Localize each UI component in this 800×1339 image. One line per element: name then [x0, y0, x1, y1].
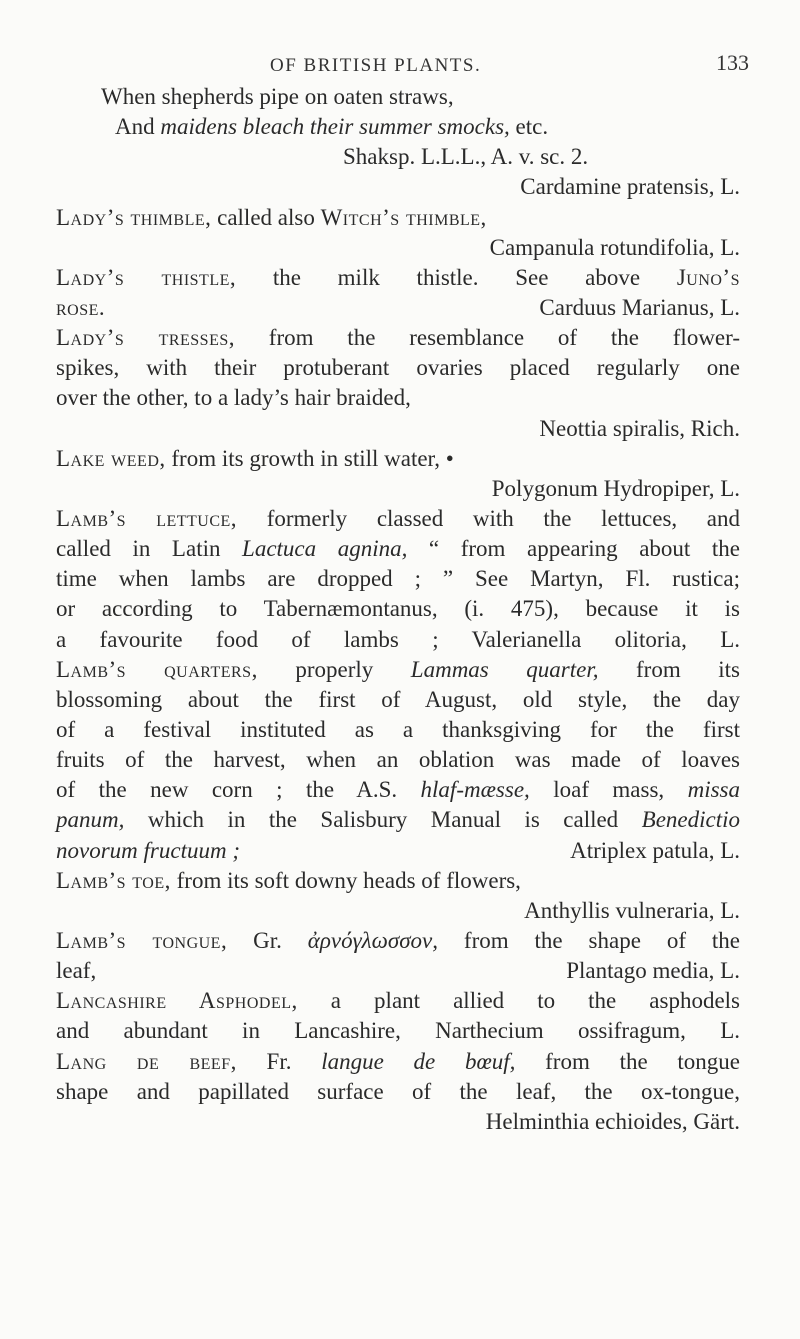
entry-line [56, 956, 740, 986]
entry-line [56, 534, 740, 564]
quote-citation [56, 142, 740, 172]
quote-text: And [115, 114, 161, 140]
binomial-text: Campanula rotundifolia, L. [489, 234, 740, 260]
quote-line-2 [56, 112, 740, 142]
entry-text: time when lambs are dropped ; ” See Martyn, Fl. rustica; [56, 566, 740, 592]
entry-text: or according to Tabernæmontanus, (i. 475), because it is [56, 596, 740, 622]
entry-text: a plant allied to the asphodels [297, 988, 741, 1014]
entry-line [56, 293, 740, 323]
quote-line-1 [56, 82, 740, 112]
entry-lake-weed [56, 444, 740, 474]
entry-text: from the shape of the [438, 927, 740, 953]
page-number: 133 [716, 50, 749, 75]
entry-headword: Lang de beef, [56, 1048, 237, 1074]
binomial-text: Anthyllis vulneraria, L. [524, 897, 740, 923]
entry-italic: Lactuca agnina, [242, 536, 408, 562]
entry-binomial [56, 474, 740, 504]
running-title: OF BRITISH PLANTS. [270, 55, 482, 76]
entry-headword: Lamb’s toe, [56, 867, 171, 893]
entry-binomial [56, 172, 740, 202]
entry-italic: ἀρνόγλωσσον, [307, 927, 439, 953]
entry-line [56, 836, 740, 866]
entry-binomial [56, 233, 740, 263]
entry-headword: Lancashire Asphodel, [56, 988, 298, 1014]
entry-lambs-lettuce [56, 504, 740, 534]
entry-text: shape and papillated surface of the leaf, the ox-tongue, [56, 1078, 740, 1104]
binomial-text: Carduus Marianus, L. [539, 294, 740, 320]
entry-text: “ from appearing about the [407, 536, 740, 562]
entry-text: the milk thistle. See above [236, 264, 677, 290]
entry-headword: Lamb’s lettuce, [56, 505, 238, 531]
entry-text: a favourite food of lambs ; Valerianella olitoria, L. [56, 626, 740, 652]
entry-text: of a festival instituted as a thanksgiving for the first [56, 716, 740, 742]
entry-ladys-tresses [56, 323, 740, 353]
binomial-text: Helminthia echioides, Gärt. [485, 1108, 740, 1134]
entry-text: spikes, with their protuberant ovaries placed regularly one [56, 355, 740, 381]
entry-text: of the new corn ; the A.S. [56, 777, 421, 803]
entry-headword: Lamb’s tongue, [56, 927, 228, 953]
entry-lang-de-beef [56, 1047, 740, 1077]
binomial-text: Atriplex patula, L. [570, 837, 740, 863]
entry-text: leaf, [56, 958, 97, 984]
entry-headword: Lake weed, [56, 445, 166, 471]
entry-text: and abundant in Lancashire, Narthecium ossifragum, L. [56, 1018, 740, 1044]
entry-headword: Lady’s tresses, [56, 325, 236, 351]
entry-italic: langue de bœuf, [321, 1048, 516, 1074]
entry-text: called in Latin [56, 536, 243, 562]
entry-line [56, 715, 740, 745]
entry-italic: hlaf-mæsse, [420, 777, 530, 803]
entry-lambs-toe [56, 866, 740, 896]
entry-line [56, 625, 740, 655]
quote-italic: maidens bleach their summer smocks, [160, 114, 510, 140]
entry-headword: Witch’s thimble, [320, 204, 487, 230]
entry-text: blossoming about the first of August, old style, the day [56, 686, 740, 712]
entry-italic: missa [687, 777, 740, 803]
entry-text: loaf mass, [529, 777, 688, 803]
page-body [56, 82, 740, 1137]
entry-text: called also [211, 204, 321, 230]
entry-headword: Lamb’s quarters, [56, 656, 258, 682]
entry-headword: rose. [56, 294, 106, 320]
entry-text: from its [598, 656, 740, 682]
binomial-text: Polygonum Hydropiper, L. [491, 475, 740, 501]
binomial-text: Cardamine pratensis, L. [520, 174, 740, 200]
entry-text: from its soft downy heads of flowers, [170, 867, 521, 893]
entry-binomial [56, 1107, 740, 1137]
entry-headword: Juno’s [676, 264, 740, 290]
entry-line [56, 775, 740, 805]
entry-line [56, 1077, 740, 1107]
entry-italic: Benedictio [641, 807, 740, 833]
entry-text: over the other, to a lady’s hair braided, [56, 385, 411, 411]
entry-line [56, 594, 740, 624]
entry-line [56, 685, 740, 715]
entry-line [56, 745, 740, 775]
entry-text: Gr. [227, 927, 308, 953]
entry-italic: panum, [56, 807, 125, 833]
entry-text: fruits of the harvest, when an oblation was made of loaves [56, 747, 740, 773]
binomial-text: Plantago media, L. [566, 958, 740, 984]
entry-text: Fr. [236, 1048, 322, 1074]
entry-headword: Lady’s thimble, [56, 204, 212, 230]
entry-headword: Lady’s thistle, [56, 264, 237, 290]
citation-text: Shaksp. L.L.L., A. v. sc. 2. [343, 144, 589, 170]
entry-italic: Lammas quarter, [410, 656, 599, 682]
entry-binomial [56, 414, 740, 444]
entry-line [56, 805, 740, 835]
quote-text: etc. [509, 114, 549, 140]
entry-text: properly [257, 656, 411, 682]
entry-lambs-tongue [56, 926, 740, 956]
entry-binomial [56, 896, 740, 926]
entry-text: from the resemblance of the flower- [235, 325, 740, 351]
entry-line [56, 353, 740, 383]
entry-ladys-thimble [56, 203, 740, 233]
entry-text: from its growth in still water, • [165, 445, 454, 471]
quote-text: When shepherds pipe on oaten straws, [101, 84, 454, 109]
entry-line [56, 1016, 740, 1046]
entry-line [56, 383, 740, 413]
entry-text: from the tongue [515, 1048, 740, 1074]
entry-lambs-quarters [56, 655, 740, 685]
entry-text: formerly classed with the lettuces, and [237, 505, 741, 531]
entry-lancashire-asphodel [56, 986, 740, 1016]
binomial-text: Neottia spiralis, Rich. [539, 415, 740, 441]
entry-italic: novorum fructuum ; [56, 837, 240, 863]
entry-line [56, 564, 740, 594]
entry-text: which in the Salisbury Manual is called [124, 807, 642, 833]
entry-ladys-thistle [56, 263, 740, 293]
